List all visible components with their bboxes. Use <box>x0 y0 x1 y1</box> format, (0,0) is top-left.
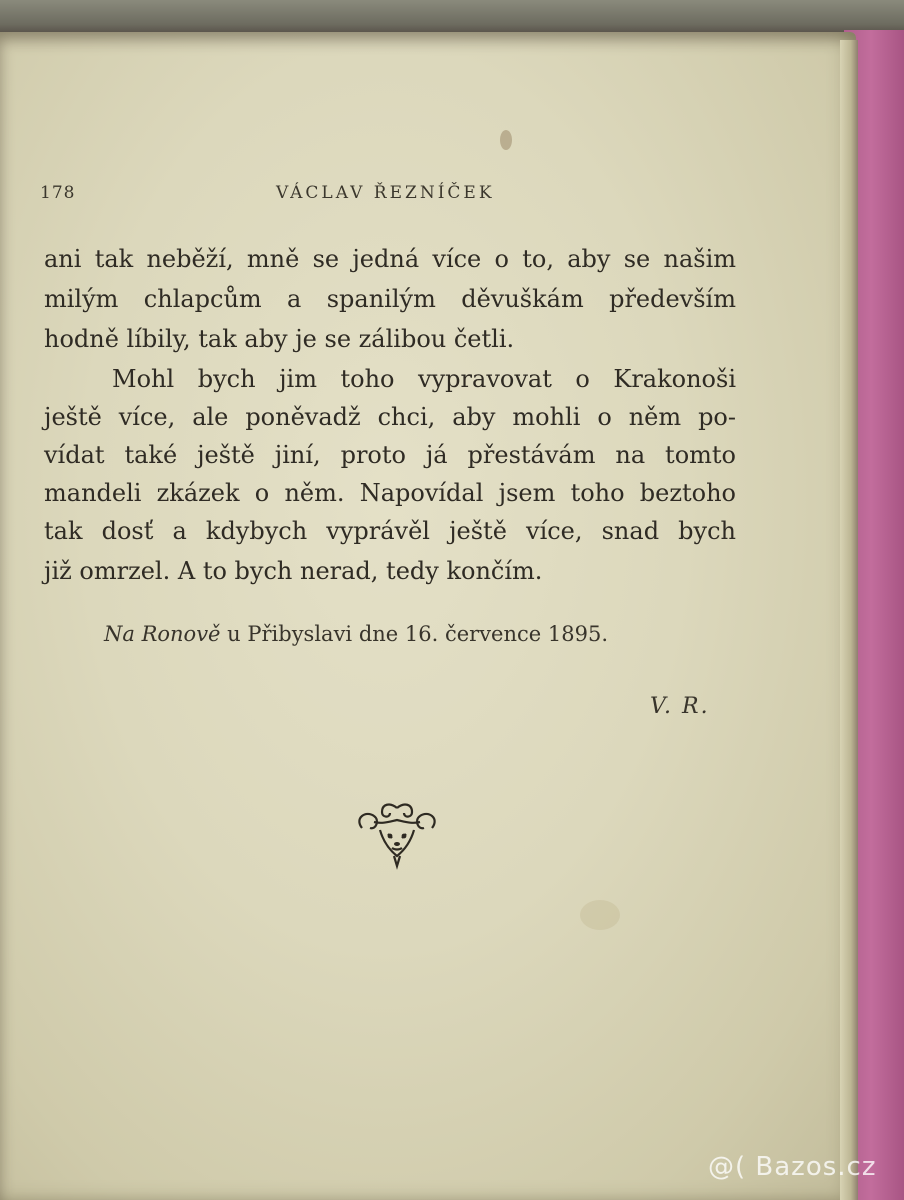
dateline-date: u Přibyslavi dne 16. července 1895. <box>220 622 608 646</box>
text-line: hodně líbily, tak aby je se zálibou četli. <box>44 325 515 353</box>
book-page <box>0 32 856 1200</box>
text-line: vídat také ještě jiní, proto já přestávám na tomto <box>44 441 736 469</box>
signature-initials: V. R. <box>650 694 710 719</box>
stain-spot <box>580 900 620 930</box>
dateline-place: Na Ronově <box>104 622 221 646</box>
dateline <box>104 622 644 646</box>
text-line: ještě více, ale poněvadž chci, aby mohli o něm po- <box>44 403 736 431</box>
text-line: tak dosť a kdybych vyprávěl ještě více, snad bych <box>44 517 736 545</box>
text-line: Mohl bych jim toho vypravovat o Krakonoši <box>112 365 736 393</box>
stain-spot <box>500 130 512 150</box>
page-edge <box>840 40 858 1200</box>
watermark-text: @( Bazos.cz <box>708 1152 877 1182</box>
ornament-icon <box>352 800 442 870</box>
text-line: ani tak neběží, mně se jedná více o to, aby se našim <box>44 245 736 273</box>
text-line: milým chlapcům a spanilým děvuškám především <box>44 285 736 313</box>
running-head: VÁCLAV ŘEZNÍČEK <box>276 183 495 203</box>
text-line: mandeli zkázek o něm. Napovídal jsem toho beztoho <box>44 479 736 507</box>
text-line: již omrzel. A to bych nerad, tedy končím. <box>44 557 543 585</box>
page-number: 178 <box>40 183 76 203</box>
